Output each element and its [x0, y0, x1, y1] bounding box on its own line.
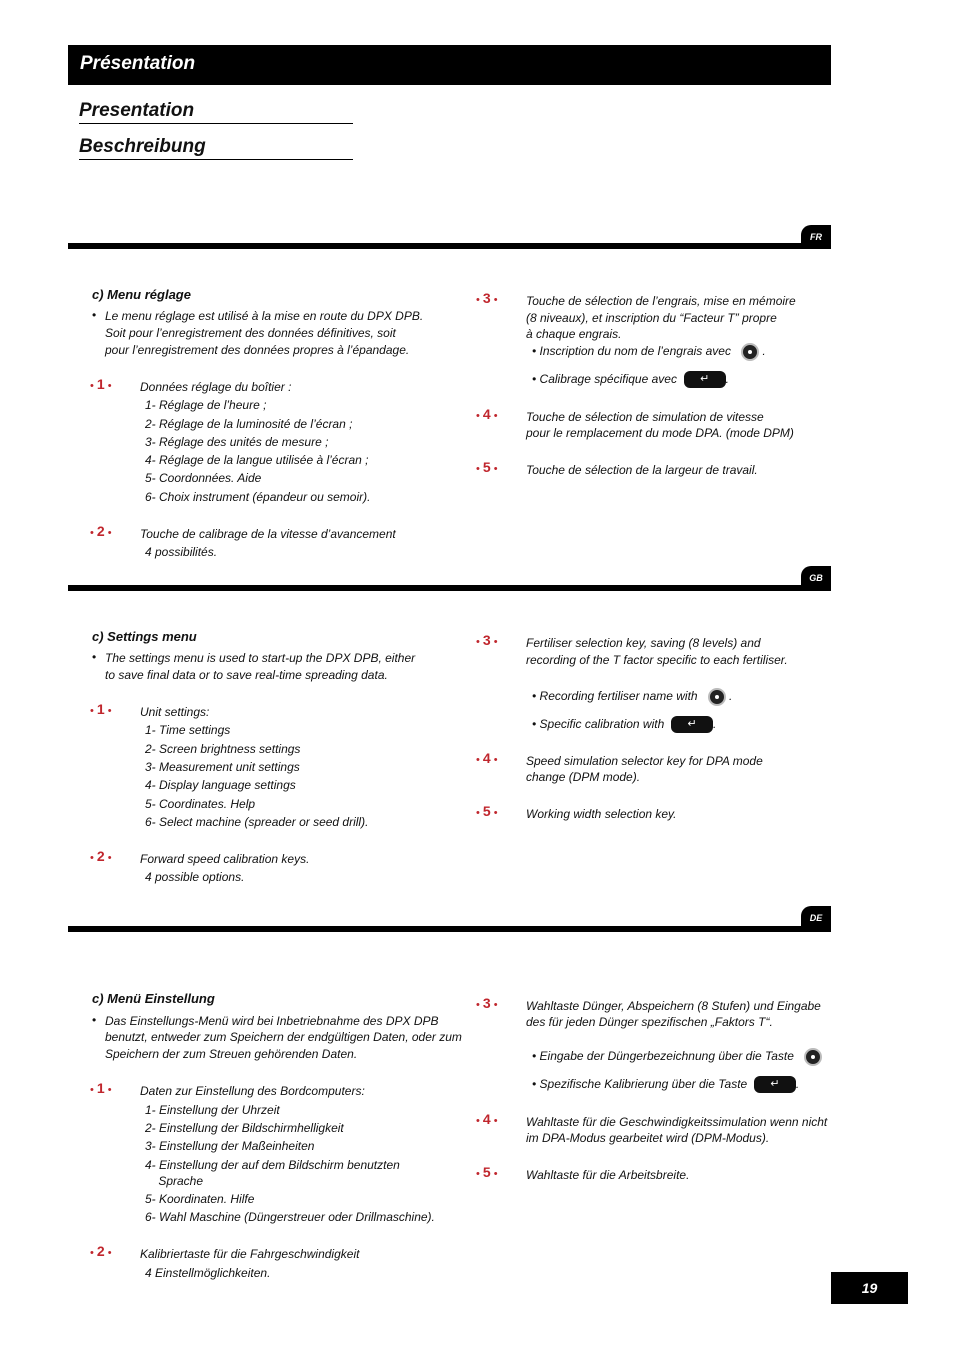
item-line: 5- Koordinaten. Hilfe [145, 1192, 255, 1206]
item-line: 4 Einstellmöglichkeiten. [145, 1266, 271, 1280]
language-tab-de: DE [801, 906, 831, 930]
item-title: Unit settings: [140, 705, 210, 719]
item-subline: • Inscription du nom de l’engrais avec . [532, 343, 766, 361]
section-heading-fr: c) Menu réglage [92, 287, 191, 302]
item-line: (8 niveaux), et inscription du “Facteur T” propre [526, 311, 777, 325]
section-divider-fr [68, 243, 831, 249]
intro-line: Soit pour l’enregistrement des données définitives, soit [105, 326, 396, 340]
item-line: Forward speed calibration keys. [140, 852, 310, 866]
intro-bullet: • [92, 650, 97, 664]
item-line: Wahltaste Dünger, Abspeichern (8 Stufen) und Eingabe [526, 999, 821, 1013]
item-subline: • Eingabe der Düngerbezeichnung über die Taste [532, 1048, 822, 1066]
item-line: 3- Measurement unit settings [145, 760, 300, 774]
item-line: 1- Einstellung der Uhrzeit [145, 1103, 280, 1117]
item-number-2: • 2 • [90, 848, 112, 864]
item-line: Wahltaste für die Geschwindigkeitssimulation wenn nicht [526, 1115, 828, 1129]
item-number-4: • 4 • [476, 1111, 498, 1127]
item-number-2: • 2 • [90, 523, 112, 539]
item-line: pour le remplacement du mode DPA. (mode DPM) [526, 426, 794, 440]
item-subline: • Calibrage spécifique avec ↵ . [532, 371, 729, 388]
item-line: 4- Display language settings [145, 778, 296, 792]
intro-line: Speichern der zum Streuen gehörenden Daten. [105, 1047, 358, 1061]
rotary-knob-icon [741, 343, 759, 361]
item-line: 4 possible options. [145, 870, 245, 884]
intro-bullet: • [92, 308, 97, 322]
item-line: Wahltaste für die Arbeitsbreite. [526, 1168, 690, 1182]
rotary-knob-icon [804, 1048, 822, 1066]
intro-line: The settings menu is used to start-up the DPX DPB, either [105, 651, 416, 665]
item-number-5: • 5 • [476, 1164, 498, 1180]
item-line: 5- Coordonnées. Aide [145, 471, 262, 485]
item-line: 2- Screen brightness settings [145, 742, 301, 756]
item-title: Données réglage du boîtier : [140, 380, 292, 394]
item-number-5: • 5 • [476, 803, 498, 819]
enter-key-icon: ↵ [754, 1076, 796, 1093]
page-title-gb: Presentation [79, 99, 353, 124]
item-line: 2- Einstellung der Bildschirmhelligkeit [145, 1121, 344, 1135]
intro-line: pour l’enregistrement des données propres à l’épandage. [105, 343, 410, 357]
page-title-fr: Présentation [80, 53, 196, 74]
language-tab-fr: FR [801, 225, 831, 249]
item-title: Daten zur Einstellung des Bordcomputers: [140, 1084, 365, 1098]
item-line: Touche de sélection de l’engrais, mise en mémoire [526, 294, 796, 308]
section-divider-gb [68, 585, 831, 591]
item-number-4: • 4 • [476, 406, 498, 422]
intro-line: Das Einstellungs-Menü wird bei Inbetriebnahme des DPX DPB [105, 1014, 439, 1028]
item-line: 2- Réglage de la luminosité de l’écran ; [145, 417, 353, 431]
item-subline: • Specific calibration with ↵ . [532, 716, 716, 733]
item-line: 6- Select machine (spreader or seed drill). [145, 815, 369, 829]
item-line: 1- Réglage de l’heure ; [145, 398, 267, 412]
intro-line: Le menu réglage est utilisé à la mise en route du DPX DPB. [105, 309, 424, 323]
item-line: Sprache [145, 1174, 204, 1188]
section-heading-gb: c) Settings menu [92, 629, 197, 644]
item-line: 5- Coordinates. Help [145, 797, 256, 811]
item-line: à chaque engrais. [526, 327, 622, 341]
item-number-3: • 3 • [476, 290, 498, 306]
item-line: Kalibriertaste für die Fahrgeschwindigkeit [140, 1247, 360, 1261]
item-number-2: • 2 • [90, 1243, 112, 1259]
item-line: 4 possibilités. [145, 545, 218, 559]
item-line: des für jeden Dünger spezifischen „Faktors T“. [526, 1015, 773, 1029]
section-heading-de: c) Menü Einstellung [92, 991, 215, 1006]
language-tab-gb: GB [801, 566, 831, 590]
item-number-4: • 4 • [476, 750, 498, 766]
item-line: recording of the T factor specific to each fertiliser. [526, 653, 788, 667]
item-line: Touche de calibrage de la vitesse d’avancement [140, 527, 396, 541]
item-line: im DPA-Modus gearbeitet wird (DPM-Modus). [526, 1131, 770, 1145]
item-line: 3- Einstellung der Maßeinheiten [145, 1139, 315, 1153]
item-line: Touche de sélection de simulation de vitesse [526, 410, 764, 424]
item-line: Speed simulation selector key for DPA mode [526, 754, 763, 768]
item-line: 1- Time settings [145, 723, 231, 737]
intro-line: benutzt, entweder zum Speichern der endgültigen Daten, oder zum [105, 1030, 462, 1044]
item-number-1: • 1 • [90, 1080, 112, 1096]
item-number-3: • 3 • [476, 995, 498, 1011]
item-line: change (DPM mode). [526, 770, 641, 784]
rotary-knob-icon [708, 688, 726, 706]
item-subline: • Spezifische Kalibrierung über die Taste ↵ . [532, 1076, 799, 1093]
header-bar [68, 45, 831, 85]
item-number-3: • 3 • [476, 632, 498, 648]
item-line: 4- Réglage de la langue utilisée à l’écran ; [145, 453, 369, 467]
item-number-1: • 1 • [90, 701, 112, 717]
item-number-1: • 1 • [90, 376, 112, 392]
item-line: 3- Réglage des unités de mesure ; [145, 435, 329, 449]
item-line: Touche de sélection de la largeur de travail. [526, 463, 758, 477]
intro-line: to save final data or to save real-time spreading data. [105, 668, 388, 682]
item-line: 6- Wahl Maschine (Düngerstreuer oder Drillmaschine). [145, 1210, 435, 1224]
page-title-de: Beschreibung [79, 135, 353, 160]
item-line: 6- Choix instrument (épandeur ou semoir). [145, 490, 371, 504]
item-subline: • Recording fertiliser name with . [532, 688, 732, 706]
item-number-5: • 5 • [476, 459, 498, 475]
section-divider-de [68, 926, 831, 932]
item-line: Fertiliser selection key, saving (8 levels) and [526, 636, 761, 650]
item-line: 4- Einstellung der auf dem Bildschirm benutzten [145, 1158, 400, 1172]
intro-bullet: • [92, 1013, 97, 1027]
enter-key-icon: ↵ [671, 716, 713, 733]
page-number: 19 [831, 1272, 908, 1304]
item-line: Working width selection key. [526, 807, 677, 821]
enter-key-icon: ↵ [684, 371, 726, 388]
